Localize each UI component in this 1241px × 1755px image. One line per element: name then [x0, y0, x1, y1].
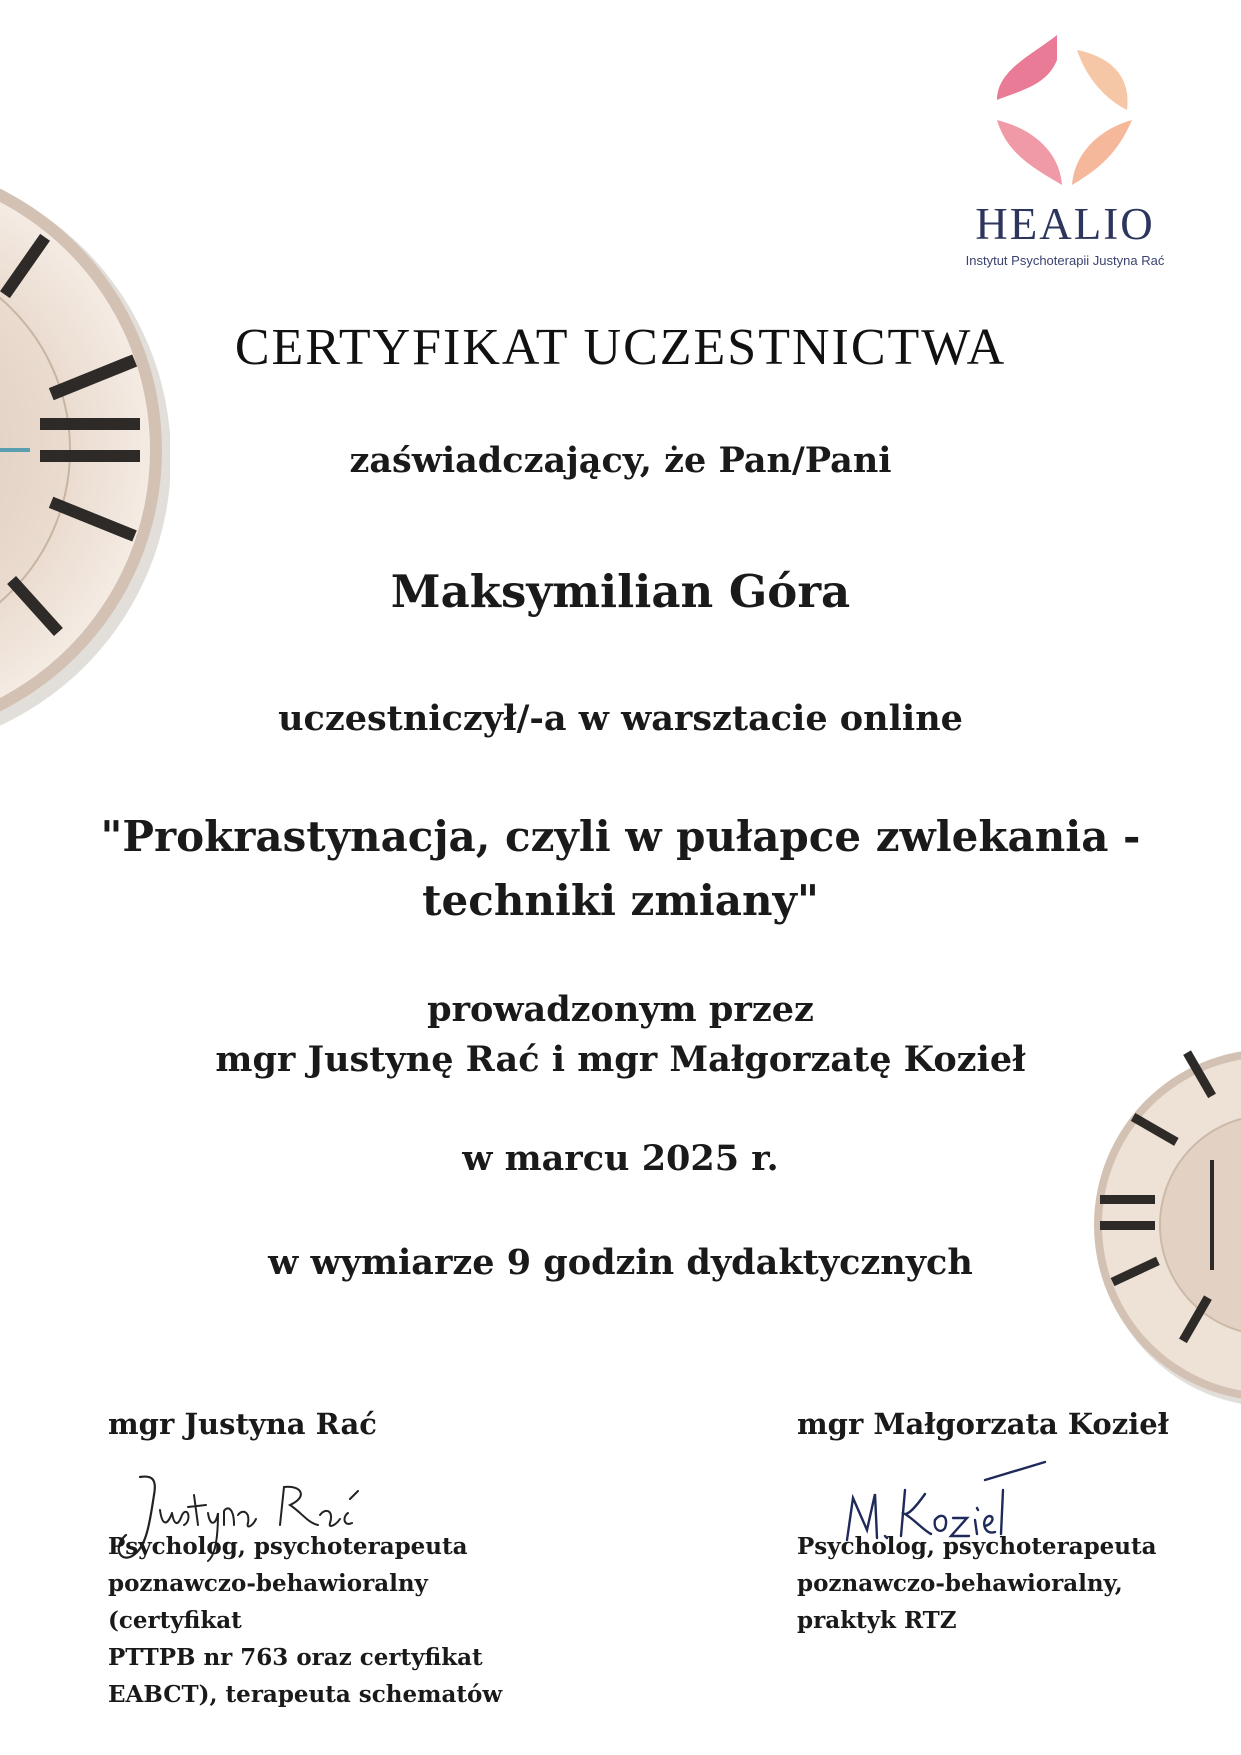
signatory-1-description-line: PTTPB nr 763 oraz certyfikat: [108, 1644, 483, 1671]
certificate-title: CERTYFIKAT UCZESTNICTWA: [234, 319, 1007, 376]
workshop-hours: w wymiarze 9 godzin dydaktycznych: [268, 1242, 973, 1283]
signatory-1-description: [108, 1528, 568, 1713]
intro-text: zaświadczający, że Pan/Pani: [349, 440, 892, 481]
workshop-title-line-1: "Prokrastynacja, czyli w pułapce zwlekania -: [100, 812, 1141, 861]
signatory-2-description: [797, 1528, 1197, 1639]
signatory-1-description-line: EABCT), terapeuta schematów: [108, 1681, 503, 1708]
signatory-2-description-line: poznawczo-behawioralny,: [797, 1570, 1123, 1597]
led-by-line-2: mgr Justynę Rać i mgr Małgorzatę Kozieł: [215, 1039, 1026, 1080]
workshop-title-line-2: techniki zmiany": [422, 876, 819, 925]
wall-clock-right-icon: [1090, 1045, 1241, 1405]
led-by: [0, 985, 1241, 1085]
signatory-1-description-line: poznawczo-behawioralny (certyfikat: [108, 1570, 428, 1634]
signatory-1-description-line: Psycholog, psychoterapeuta: [108, 1533, 468, 1560]
signatory-2-description-line: Psycholog, psychoterapeuta: [797, 1533, 1157, 1560]
participant-name: Maksymilian Góra: [390, 565, 851, 618]
healio-logo-mark-icon: [992, 30, 1142, 190]
workshop-date: w marcu 2025 r.: [462, 1138, 779, 1179]
participation-text: uczestniczył/-a w warsztacie online: [278, 698, 963, 739]
logo-subtitle: Instytut Psychoterapii Justyna Rać: [965, 253, 1165, 268]
workshop-title: [0, 805, 1241, 933]
signatory-1-name: mgr Justyna Rać: [108, 1407, 377, 1441]
signatory-2-description-line: praktyk RTZ: [797, 1607, 957, 1634]
led-by-line-1: prowadzonym przez: [427, 989, 814, 1030]
signatory-2-name: mgr Małgorzata Kozieł: [797, 1407, 1169, 1441]
logo-name: HEALIO: [975, 199, 1155, 249]
healio-logo: [940, 30, 1190, 280]
